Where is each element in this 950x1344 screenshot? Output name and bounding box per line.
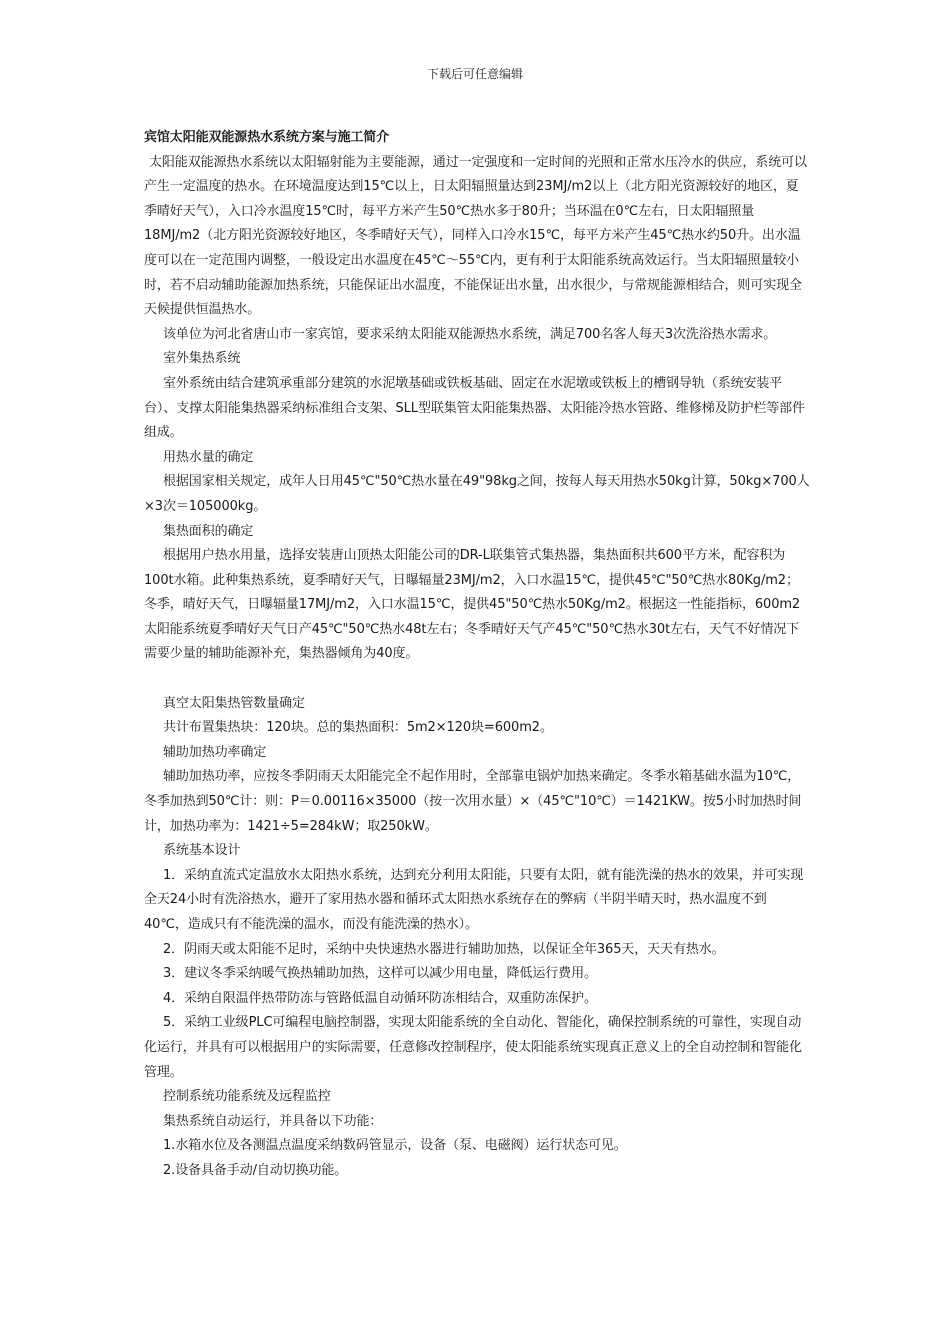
intro-paragraph-2: 该单位为河北省唐山市一家宾馆，要求采纳太阳能双能源热水系统，满足700名客人每天3次洗浴热水需求。 [163,326,777,342]
water-volume-paragraph: 根据国家相关规定，成年人日用45℃"50℃热水量在49"98kg之间，按每人每天用热水50kg计算，50kg×700人×3次＝105000kg。 [144,474,810,514]
water-volume-heading: 用热水量的确定 [163,449,254,465]
control-list-item: 1.水箱水位及各测温点温度采纳数码管显示，设备（泵、电磁阀）运行状态可见。 [163,1138,627,1154]
outdoor-system-heading: 室外集热系统 [163,351,241,367]
auxiliary-heating-heading: 辅助加热功率确定 [163,744,267,760]
blank-line [144,667,810,692]
design-list-item: 2．阴雨天或太阳能不足时，采纳中央快速热水器进行辅助加热，以保证全年365天，天天有热水。 [163,941,725,957]
collector-area-paragraph: 根据用户热水用量，选择安装唐山顶热太阳能公司的DR-L联集管式集热器，集热面积共600平方米，配容积为100t水箱。此种集热系统，夏季晴好天气，日曝辐量23MJ/m2，入口水温15℃，提供45℃"50℃热水80Kg/m2；冬季，晴好天气，日曝辐量17MJ/m2，入口水温15℃，提供45"50℃热水50Kg/m2。根据这一性能指标，600m2太阳能系统夏季晴好天气日产45℃"50℃热水48t左右；冬季晴好天气产45℃"50℃热水30t左右，天气不好情况下需要少量的辅助能源补充，集热器倾角为40度。 [144,548,801,662]
design-list-item: 1．采纳直流式定温放水太阳热水系统，达到充分利用太阳能，只要有太阳，就有能洗澡的热水的效果，并可实现全天24小时有洗浴热水，避开了家用热水器和循环式太阳热水系统存在的弊病（半阴半晴天时，热水温度不到40℃，造成只有不能洗澡的温水，而没有能洗澡的热水）。 [144,867,804,932]
design-list-item: 5．采纳工业级PLC可编程电脑控制器，实现太阳能系统的全自动化、智能化，确保控制系统的可靠性，实现自动化运行，并具有可以根据用户的实际需要，任意修改控制程序，使太阳能系统实现真正意义上的全自动控制和智能化管理。 [144,1015,802,1080]
document-body [144,126,810,1184]
system-design-heading: 系统基本设计 [163,843,241,859]
vacuum-tube-paragraph: 共计布置集热块：120块。总的集热面积：5m2×120块=600m2。 [163,720,553,736]
control-system-heading: 控制系统功能系统及远程监控 [163,1089,331,1105]
intro-paragraph-1: 太阳能双能源热水系统以太阳辐射能为主要能源，通过一定强度和一定时间的光照和正常水压冷水的供应，系统可以产生一定温度的热水。在环境温度达到15℃以上，日太阳辐照量达到23MJ/m2以上（北方阳光资源较好的地区，夏季晴好天气），入口冷水温度15℃时，每平方米产生50℃热水多于80升；当环温在0℃左右，日太阳辐照量18MJ/m2（北方阳光资源较好地区，冬季晴好天气），同样入口冷水15℃，每平方米产生45℃热水约50升。出水温度可以在一定范围内调整，一般设定出水温度在45℃～55℃内，更有利于太阳能系统高效运行。当太阳辐照量较小时，若不启动辅助能源加热系统，只能保证出水温度，不能保证出水量，出水很少，与常规能源相结合，则可实现全天候提供恒温热水。 [144,154,807,318]
control-system-intro: 集热系统自动运行，并具备以下功能： [163,1113,383,1129]
outdoor-system-paragraph: 室外系统由结合建筑承重部分建筑的水泥墩基础或铁板基础、固定在水泥墩或铁板上的槽钢导轨（系统安装平台）、支撑太阳能集热器采纳标准组合支架、SLL型联集管太阳能集热器、太阳能冷热水管路、维修梯及防护栏等部件组成。 [144,375,805,441]
page-header: 下载后可任意编辑 [426,67,523,81]
auxiliary-heating-paragraph: 辅助加热功率，应按冬季阴雨天太阳能完全不起作用时，全部靠电锅炉加热来确定。冬季水箱基础水温为10℃，冬季加热到50℃计：则：P＝0.00116×35000（按一次用水量）×（45℃"10℃）＝1421KW。按5小时加热时间计，加热功率为：1421÷5=284kW；取250kW。 [144,769,802,834]
design-list-item: 3．建议冬季采纳暖气换热辅助加热，这样可以减少用电量，降低运行费用。 [163,966,597,982]
design-list-item: 4．采纳自限温伴热带防冻与管路低温自动循环防冻相结合，双重防冻保护。 [163,990,597,1006]
collector-area-heading: 集热面积的确定 [163,523,254,539]
control-list-item: 2.设备具备手动/自动切换功能。 [163,1162,348,1178]
vacuum-tube-heading: 真空太阳集热管数量确定 [163,695,305,711]
document-title: 宾馆太阳能双能源热水系统方案与施工简介 [144,130,390,145]
